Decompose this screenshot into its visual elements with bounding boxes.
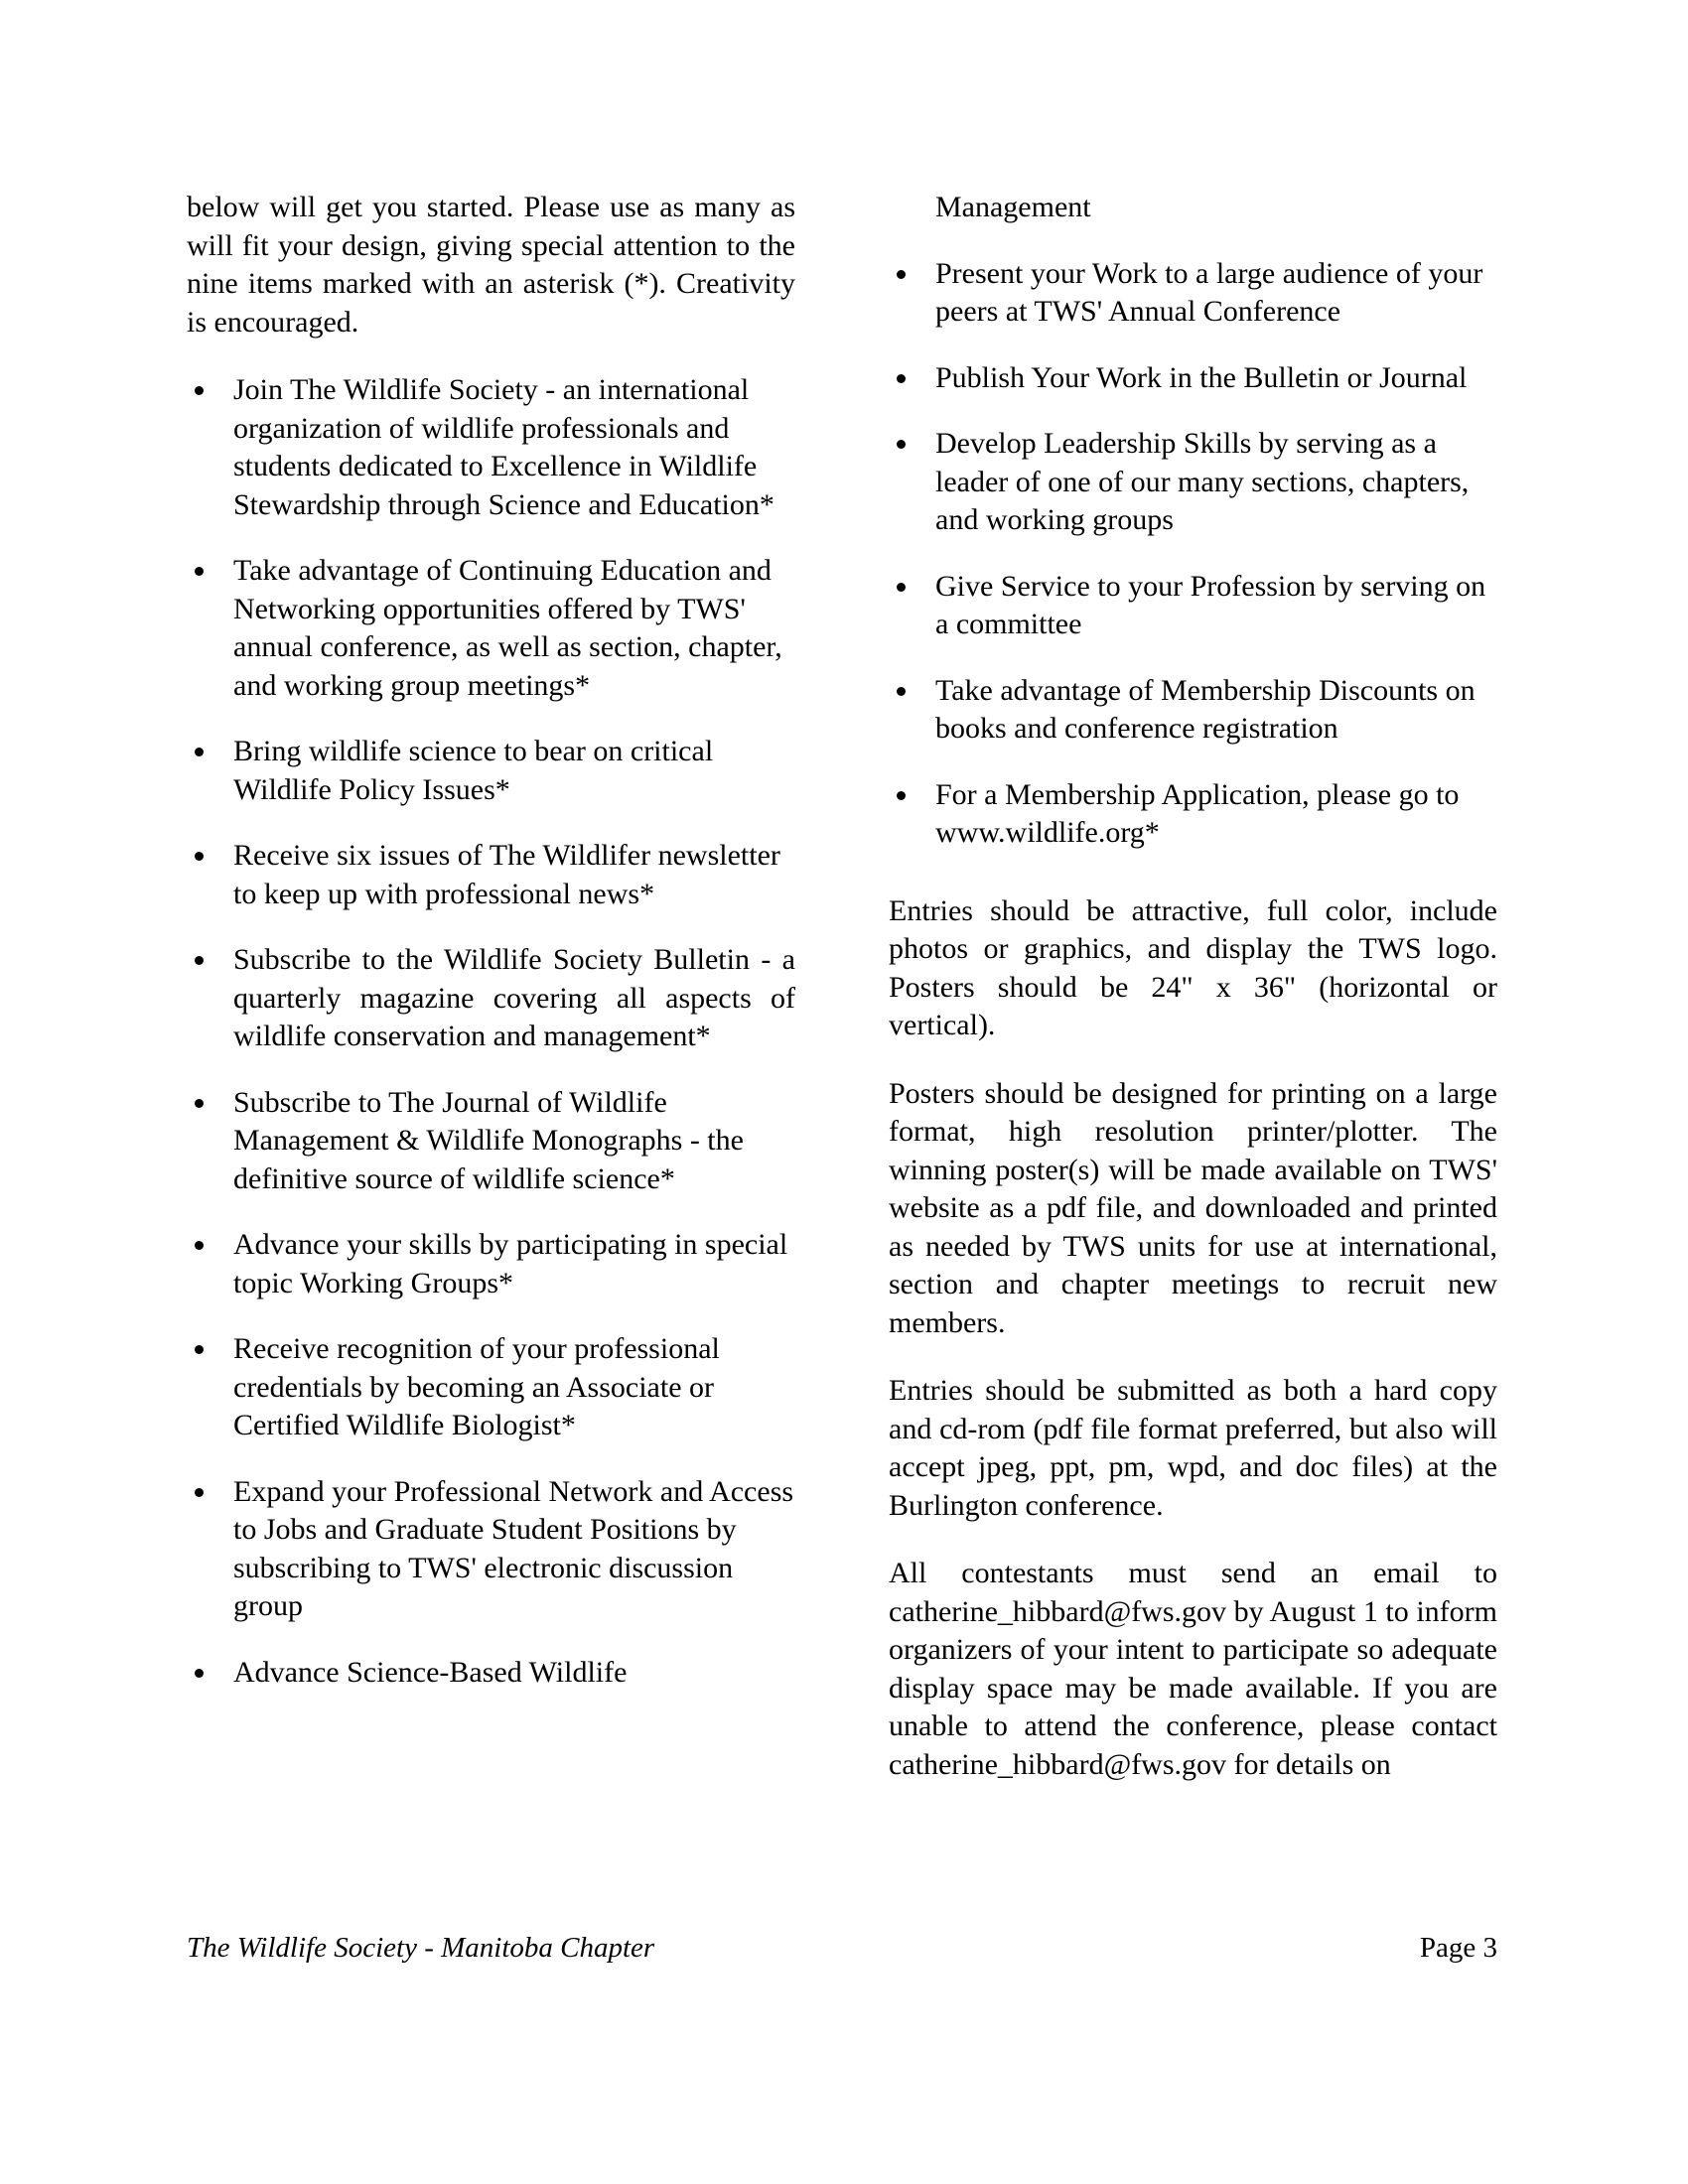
- right-column: [889, 189, 1497, 1814]
- list-item: [889, 255, 1497, 332]
- list-item-text: Expand your Professional Network and Access to Jobs and Graduate Student Positions by subscribing to TWS' electronic discussion group: [233, 1474, 794, 1622]
- list-item: [187, 552, 795, 705]
- list-item-text: Take advantage of Continuing Education and Networking opportunities offered by TWS' annual conference, as well as section, chapter, and working group meetings*: [233, 554, 782, 702]
- entries-requirements-paragraph: Entries should be attractive, full color, include photos or graphics, and display the TWS logo. Posters should be 24" x 36" (horizontal or vertical).: [889, 893, 1497, 1041]
- bullet-dot-icon: [897, 374, 906, 383]
- bullet-dot-icon: [195, 852, 204, 861]
- list-item-text: For a Membership Application, please go to www.wildlife.org*: [935, 777, 1460, 849]
- list-item: [187, 1084, 795, 1199]
- poster-printing-paragraph: Posters should be designed for printing on a large format, high resolution printer/plotter. The winning poster(s) will be made available on TWS' website as a pdf file, and downloaded and printed as needed by TWS units for use at international, section and chapter meetings to recruit new members.: [889, 1076, 1497, 1339]
- bullet-dot-icon: [897, 440, 906, 449]
- list-item-text: Advance Science-Based Wildlife: [233, 1655, 628, 1689]
- bullet-dot-icon: [897, 270, 906, 279]
- list-item: [187, 733, 795, 809]
- list-item: [187, 371, 795, 524]
- bullet-dot-icon: [195, 956, 204, 965]
- footer-organization-name: The Wildlife Society - Manitoba Chapter: [187, 1932, 655, 1964]
- list-item-text: Bring wildlife science to bear on critical Wildlife Policy Issues*: [233, 735, 714, 806]
- bullet-dot-icon: [195, 1099, 204, 1108]
- list-item: [889, 425, 1497, 540]
- list-item: [889, 359, 1497, 398]
- intro-paragraph: below will get you started. Please use as many as will fit your design, giving special attention to the nine items marked with an asterisk (*). Creativity is encouraged.: [187, 191, 795, 339]
- list-item-text: Take advantage of Membership Discounts on books and conference registration: [935, 673, 1476, 745]
- list-item-text: Subscribe to the Wildlife Society Bulletin - a quarterly magazine covering all aspects of wildlife conservation and management*: [233, 943, 795, 1052]
- contestant-email-paragraph: All contestants must send an email to catherine_hibbard@fws.gov by August 1 to inform organizers of your intent to participate so adequate display space may be made available. If you are unable to attend the conference, please contact catherine_hibbard@fws.gov for details on: [889, 1557, 1497, 1781]
- left-bullet-list: [187, 371, 795, 1692]
- bullet-dot-icon: [897, 583, 906, 592]
- list-item: [187, 1654, 795, 1693]
- submission-format-paragraph: Entries should be submitted as both a hard copy and cd-rom (pdf file format preferred, but also will accept jpeg, ppt, pm, wpd, and doc files) at the Burlington conference.: [889, 1374, 1497, 1522]
- list-item: [889, 672, 1497, 749]
- list-item: [187, 837, 795, 913]
- left-column: [187, 189, 795, 1719]
- list-item-text: Subscribe to The Journal of Wildlife Management & Wildlife Monographs - the definitive source of wildlife science*: [233, 1085, 744, 1195]
- bullet-dot-icon: [195, 1488, 204, 1497]
- list-item-text: Receive recognition of your professional credentials by becoming an Associate or Certified Wildlife Biologist*: [233, 1332, 720, 1441]
- list-item-text: Give Service to your Profession by serving on a committee: [935, 569, 1486, 640]
- continuation-line: Management: [935, 191, 1091, 223]
- bullet-dot-icon: [897, 687, 906, 696]
- page-footer: [187, 1928, 1497, 1978]
- two-column-body: [187, 189, 1497, 1866]
- list-item: [889, 776, 1497, 853]
- list-item-text: Receive six issues of The Wildlifer newsletter to keep up with professional news*: [233, 839, 780, 910]
- right-bullet-list: [889, 255, 1497, 853]
- bullet-dot-icon: [195, 1241, 204, 1250]
- footer-page-number: Page 3: [1419, 1932, 1497, 1964]
- list-item-text: Present your Work to a large audience of your peers at TWS' Annual Conference: [935, 256, 1483, 328]
- list-item: [187, 941, 795, 1056]
- paragraph-spacer: [889, 881, 1497, 892]
- bullet-dot-icon: [195, 1669, 204, 1678]
- list-item: [889, 568, 1497, 644]
- list-item: [187, 1330, 795, 1445]
- list-item-text: Advance your skills by participating in special topic Working Groups*: [233, 1228, 788, 1299]
- list-item-text: Develop Leadership Skills by serving as a leader of one of our many sections, chapters, and working groups: [935, 427, 1470, 536]
- list-item-text: Join The Wildlife Society - an international organization of wildlife professionals and students dedicated to Excellence in Wildlife Stewardship through Science and Education*: [233, 373, 774, 521]
- list-item: [187, 1473, 795, 1626]
- list-item-text: Publish Your Work in the Bulletin or Journal: [935, 360, 1468, 394]
- bullet-dot-icon: [897, 791, 906, 800]
- bullet-dot-icon: [195, 1345, 204, 1354]
- bullet-dot-icon: [195, 567, 204, 576]
- list-item: [187, 1226, 795, 1302]
- bullet-dot-icon: [195, 748, 204, 756]
- bullet-dot-icon: [195, 386, 204, 395]
